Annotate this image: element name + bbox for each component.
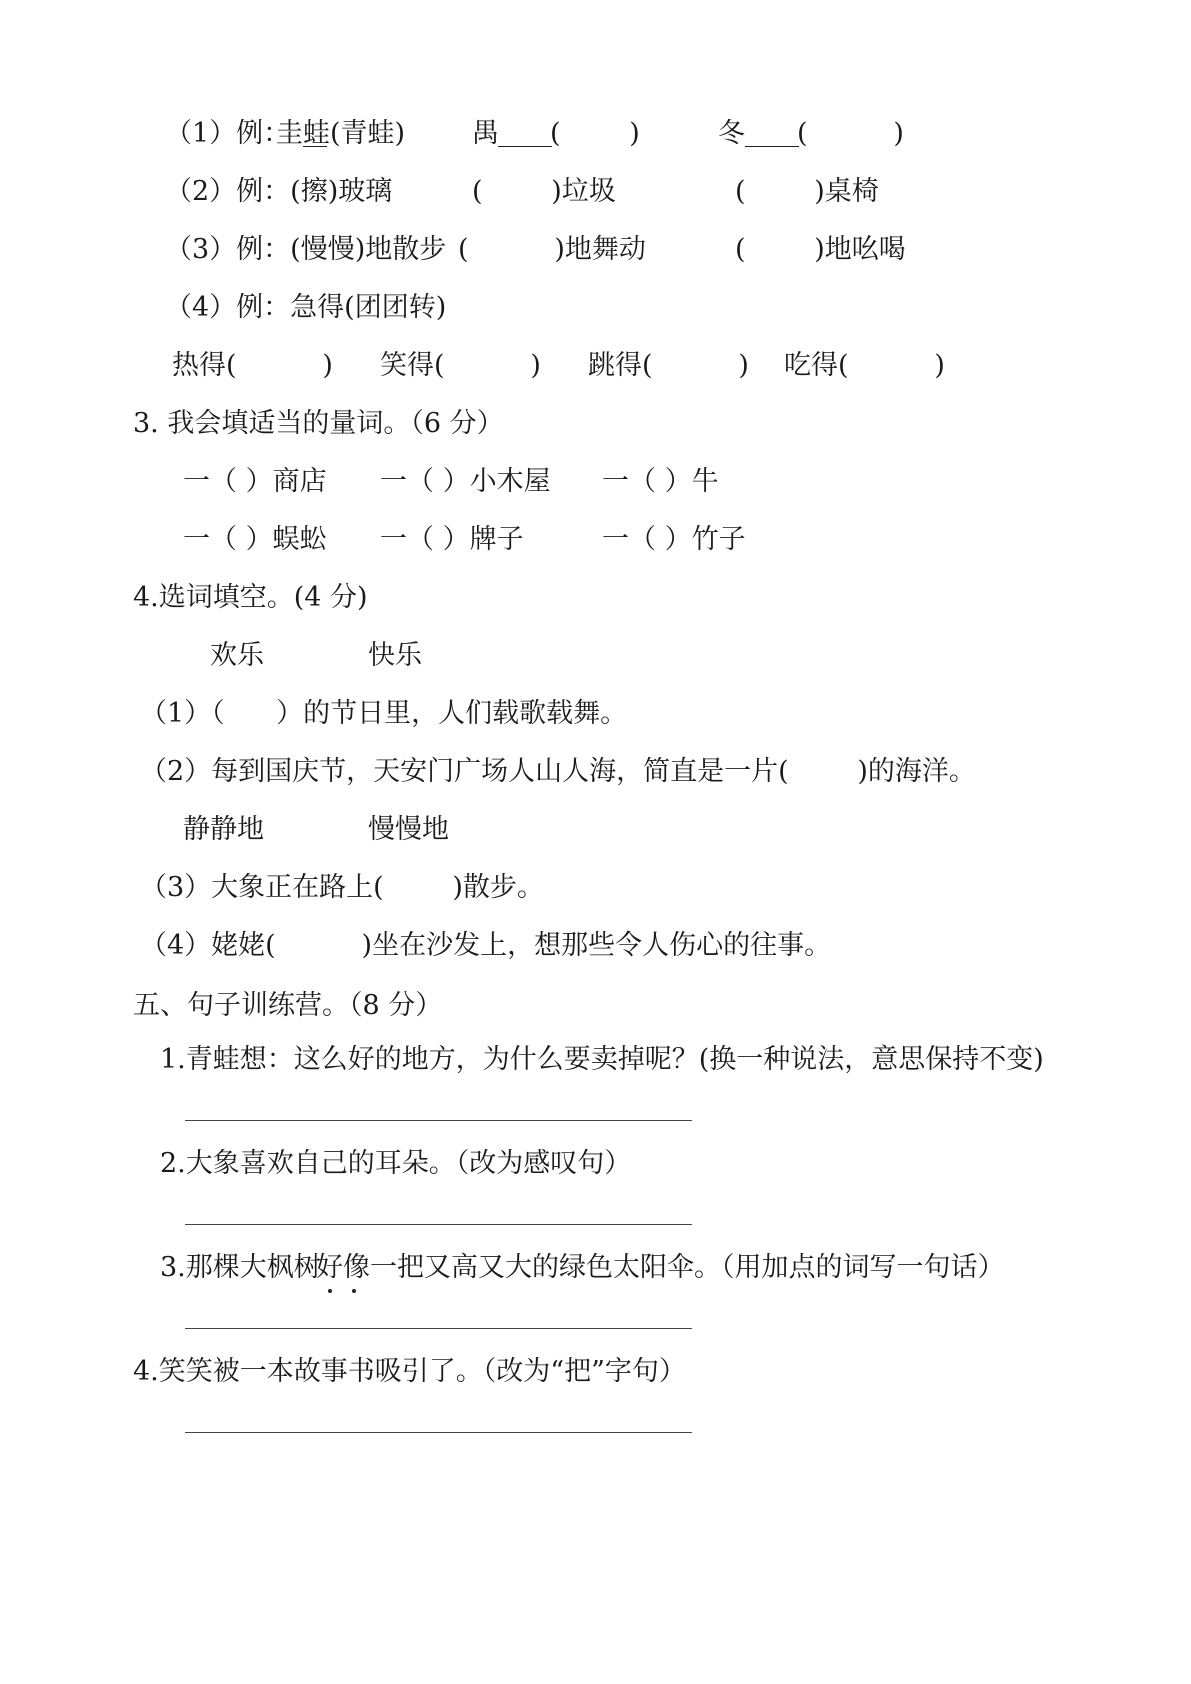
q4-sentence-4: （4）姥姥( )坐在沙发上，想那些令人伤心的往事。 xyxy=(140,930,832,961)
q3-title: 3. 我会填适当的量词。（6 分） xyxy=(133,408,504,439)
answer-line-3[interactable] xyxy=(185,1328,692,1329)
section5-q1: 1.青蛙想：这么好的地方，为什么要卖掉呢？(换一种说法，意思保持不变) xyxy=(160,1044,1044,1075)
q2-p2-lead: （2）例：(擦)玻璃 xyxy=(165,176,393,207)
section5-q4: 4.笑笑被一本故事书吸引了。（改为“把”字句） xyxy=(133,1356,686,1387)
answer-line-4[interactable] xyxy=(185,1432,692,1433)
section5-title: 五、句子训练营。（8 分） xyxy=(133,990,443,1021)
q4-sentence-1: （1）（ ）的节日里，人们载歌载舞。 xyxy=(140,698,628,729)
section5-q2: 2.大象喜欢自己的耳朵。（改为感叹句） xyxy=(160,1148,632,1179)
q2-p1-item1-blank[interactable] xyxy=(498,146,552,147)
q4-sentence-3: （3）大象正在路上( )散步。 xyxy=(140,872,544,903)
q4-word-option: 静静地 xyxy=(183,814,264,845)
q2-p2-item1: ( )垃圾 xyxy=(472,176,616,207)
section5-q3-pre: 3.那棵大枫树 xyxy=(160,1252,321,1283)
q2-p2-item2: ( )桌椅 xyxy=(735,176,879,207)
q3-item: 一（ ）竹子 xyxy=(602,524,746,555)
q3-item: 一（ ）小木屋 xyxy=(380,466,551,497)
q4-word-option: 欢乐 xyxy=(210,640,264,671)
answer-line-2[interactable] xyxy=(185,1224,692,1225)
q2-p4-item: 热得( ) xyxy=(172,350,333,381)
q4-title: 4.选词填空。(4 分) xyxy=(133,582,368,613)
q4-word-option: 快乐 xyxy=(368,640,422,671)
q2-p1-example-word: 圭蛙 xyxy=(276,118,330,149)
example-radical-underline xyxy=(303,146,327,147)
q2-p4-item: 跳得( ) xyxy=(588,350,749,381)
q3-item: 一（ ）牛 xyxy=(602,466,719,497)
q2-p1-lead: （1）例： xyxy=(165,118,291,149)
q2-p1-example-answer: (青蛙) xyxy=(330,118,406,149)
q2-p1-item1-char: 禺 xyxy=(472,118,499,149)
q2-p3-item1: ( )地舞动 xyxy=(458,234,646,265)
q2-p1-item2-char: 冬 xyxy=(718,118,745,149)
emphasis-dot xyxy=(328,1289,332,1293)
q2-p1-item2-blank[interactable] xyxy=(745,146,799,147)
q4-word-option: 慢慢地 xyxy=(368,814,449,845)
section5-q3-post: 一把又高又大的绿色太阳伞。（用加点的词写一句话） xyxy=(370,1252,1005,1283)
section5-q3-dotted: 好像 xyxy=(316,1252,370,1283)
q2-p1-item2-paren: ( ) xyxy=(797,118,904,149)
q3-item: 一（ ）商店 xyxy=(183,466,327,497)
q3-item: 一（ ）牌子 xyxy=(380,524,524,555)
answer-line-1[interactable] xyxy=(185,1120,692,1121)
emphasis-dot xyxy=(352,1289,356,1293)
q2-p1-item1-paren: ( ) xyxy=(550,118,640,149)
q3-item: 一（ ）蜈蚣 xyxy=(183,524,327,555)
q2-p3-item2: ( )地吆喝 xyxy=(735,234,906,265)
q2-p4-lead: （4）例：急得(团团转) xyxy=(165,292,447,323)
q4-sentence-2: （2）每到国庆节，天安门广场人山人海，简直是一片( )的海洋。 xyxy=(140,756,976,787)
q2-p4-item: 笑得( ) xyxy=(380,350,541,381)
q2-p3-lead: （3）例：(慢慢)地散步 xyxy=(165,234,447,265)
q2-p4-item: 吃得( ) xyxy=(784,350,945,381)
